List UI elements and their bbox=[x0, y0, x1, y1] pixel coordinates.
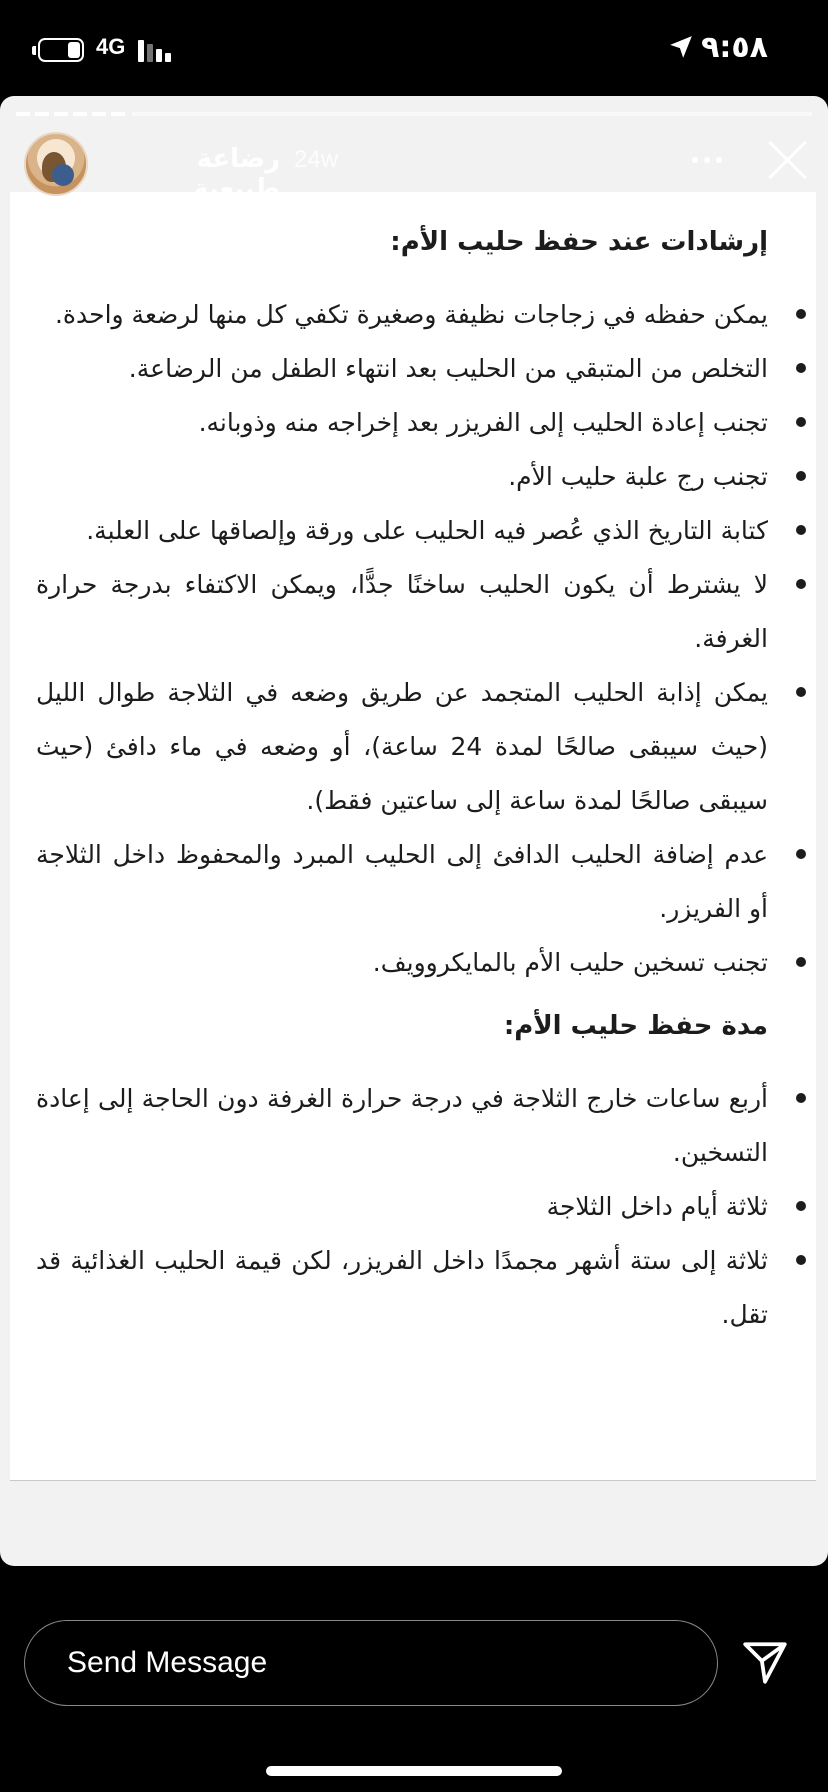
close-icon[interactable] bbox=[766, 138, 810, 182]
location-arrow-icon bbox=[668, 34, 694, 60]
progress-segment-current bbox=[132, 112, 812, 116]
status-bar bbox=[0, 0, 828, 96]
list-item: تجنب رج علبة حليب الأم. bbox=[36, 450, 768, 504]
section-title-storage-tips: إرشادات عند حفظ حليب الأم: bbox=[390, 227, 768, 257]
list-item: ثلاثة إلى ستة أشهر مجمدًا داخل الفريزر، لكن قيمة الحليب الغذائية قد تقل. bbox=[36, 1234, 768, 1342]
status-time: ٩:٥٨ bbox=[701, 30, 768, 65]
battery-nub bbox=[32, 46, 36, 55]
list-item: يمكن إذابة الحليب المتجمد عن طريق وضعه في الثلاجة طوال الليل (حيث سيبقى صالحًا لمدة 24 ساعة)، أو وضعه في ماء دافئ (حيث سيبقى صالحًا لمدة ساعة إلى ساعتين فقط). bbox=[36, 666, 768, 828]
list-item: عدم إضافة الحليب الدافئ إلى الحليب المبرد والمحفوظ داخل الثلاجة أو الفريزر. bbox=[36, 828, 768, 936]
storage-duration-list bbox=[36, 1072, 768, 1342]
network-type: 4G bbox=[96, 34, 126, 59]
story-progress-bar bbox=[16, 112, 812, 116]
story-card[interactable] bbox=[0, 96, 828, 1566]
story-username[interactable]: رضاعة طبيعية bbox=[193, 144, 280, 204]
storage-tips-list bbox=[36, 288, 768, 990]
avatar[interactable] bbox=[24, 132, 88, 196]
list-item: تجنب إعادة الحليب إلى الفريزر بعد إخراجه منه وذوبانه. bbox=[36, 396, 768, 450]
progress-segments-viewed bbox=[16, 112, 128, 116]
list-item: التخلص من المتبقي من الحليب بعد انتهاء الطفل من الرضاعة. bbox=[36, 342, 768, 396]
more-options-icon[interactable] bbox=[690, 144, 730, 174]
list-item: لا يشترط أن يكون الحليب ساخنًا جدًّا، ويمكن الاكتفاء بدرجة حرارة الغرفة. bbox=[36, 558, 768, 666]
story-time-ago: 24w bbox=[294, 146, 339, 173]
story-article bbox=[36, 220, 768, 1342]
list-item: كتابة التاريخ الذي عُصر فيه الحليب على ورقة وإلصاقها على العلبة. bbox=[36, 504, 768, 558]
list-item: ثلاثة أيام داخل الثلاجة bbox=[36, 1180, 768, 1234]
signal-bars-icon bbox=[138, 38, 178, 62]
list-item: يمكن حفظه في زجاجات نظيفة وصغيرة تكفي كل منها لرضعة واحدة. bbox=[36, 288, 768, 342]
battery-icon bbox=[38, 38, 84, 62]
list-item: تجنب تسخين حليب الأم بالمايكروويف. bbox=[36, 936, 768, 990]
section-title-storage-duration: مدة حفظ حليب الأم: bbox=[503, 1011, 768, 1041]
home-indicator[interactable] bbox=[266, 1766, 562, 1776]
list-item: أربع ساعات خارج الثلاجة في درجة حرارة الغرفة دون الحاجة إلى إعادة التسخين. bbox=[36, 1072, 768, 1180]
story-header bbox=[0, 124, 828, 204]
send-icon[interactable] bbox=[740, 1638, 790, 1688]
send-message-input[interactable] bbox=[24, 1620, 718, 1706]
